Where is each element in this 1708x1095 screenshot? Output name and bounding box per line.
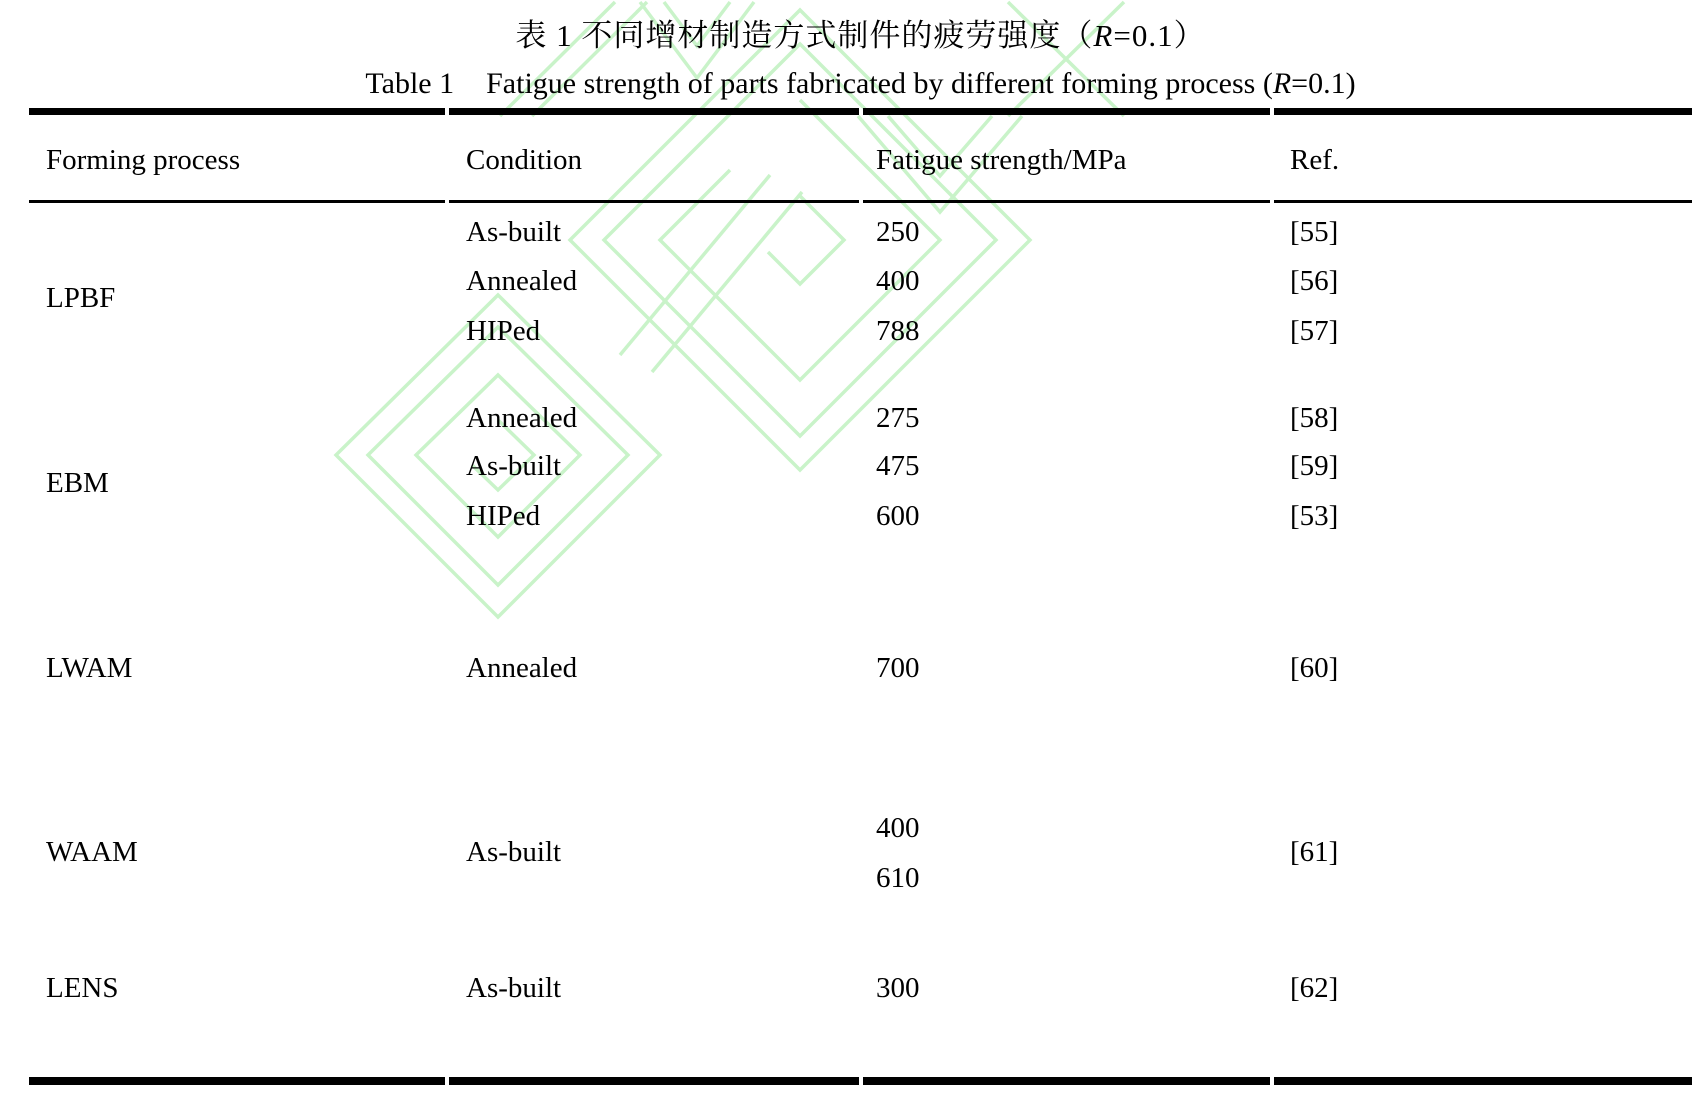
ref-cell: [58]	[1290, 402, 1339, 434]
table-bottom-rule-segment	[863, 1077, 1270, 1085]
strength-cell: 788	[876, 315, 920, 347]
condition-cell: HIPed	[466, 315, 541, 347]
strength-cell: 300	[876, 972, 920, 1004]
process-cell: EBM	[46, 467, 109, 499]
column-header-condition: Condition	[466, 144, 583, 176]
caption-en-label: Table 1	[365, 67, 455, 100]
caption-en-r: R	[1272, 67, 1292, 100]
ref-cell: [61]	[1290, 836, 1339, 868]
condition-cell: Annealed	[466, 265, 578, 297]
strength-cell: 600	[876, 500, 920, 532]
column-header-ref: Ref.	[1290, 144, 1340, 176]
table-top-rule-segment	[449, 108, 859, 115]
strength-cell: 250	[876, 216, 920, 248]
process-cell: LPBF	[46, 282, 116, 314]
ref-cell: [53]	[1290, 500, 1339, 532]
watermark-diamond-a-hook	[768, 196, 844, 284]
strength-cell: 475	[876, 450, 920, 482]
table-top-rule-segment	[1274, 108, 1692, 115]
condition-cell: As-built	[466, 972, 562, 1004]
condition-cell: Annealed	[466, 652, 578, 684]
ref-cell: [60]	[1290, 652, 1339, 684]
ref-cell: [57]	[1290, 315, 1339, 347]
ref-cell: [55]	[1290, 216, 1339, 248]
process-cell: WAAM	[46, 836, 138, 868]
condition-cell: HIPed	[466, 500, 541, 532]
strength-cell: 610	[876, 862, 920, 894]
ref-cell: [56]	[1290, 265, 1339, 297]
strength-cell: 700	[876, 652, 920, 684]
strength-cell: 400	[876, 812, 920, 844]
strength-cell: 400	[876, 265, 920, 297]
table-caption-zh	[29, 16, 1692, 56]
caption-zh-text: 表 1 不同增材制造方式制件的疲劳强度（	[515, 18, 1094, 53]
header-rule-segment	[449, 200, 859, 203]
strength-cell: 275	[876, 402, 920, 434]
header-rule-segment	[29, 200, 445, 203]
table-bottom-rule-segment	[1274, 1077, 1692, 1085]
ref-cell: [62]	[1290, 972, 1339, 1004]
column-header-forming-process: Forming process	[46, 144, 241, 176]
condition-cell: As-built	[466, 836, 562, 868]
header-rule-segment	[1274, 200, 1692, 203]
column-header-fatigue-strength: Fatigue strength/MPa	[876, 144, 1127, 176]
condition-cell: Annealed	[466, 402, 578, 434]
condition-cell: As-built	[466, 216, 562, 248]
watermark-diagonal-4	[652, 192, 802, 372]
table-bottom-rule-segment	[29, 1077, 445, 1085]
header-rule-segment	[863, 200, 1270, 203]
caption-en-text: Fatigue strength of parts fabricated by different forming process (	[486, 67, 1273, 100]
process-cell: LENS	[46, 972, 119, 1004]
condition-cell: As-built	[466, 450, 562, 482]
caption-en-suffix: =0.1)	[1291, 67, 1356, 100]
table-top-rule-segment	[863, 108, 1270, 115]
process-cell: LWAM	[46, 652, 133, 684]
table-bottom-rule-segment	[449, 1077, 859, 1085]
caption-zh-r: R	[1093, 18, 1114, 53]
table-caption-en	[29, 64, 1692, 104]
table-top-rule-segment	[29, 108, 445, 115]
caption-zh-suffix: =0.1）	[1113, 18, 1206, 53]
ref-cell: [59]	[1290, 450, 1339, 482]
